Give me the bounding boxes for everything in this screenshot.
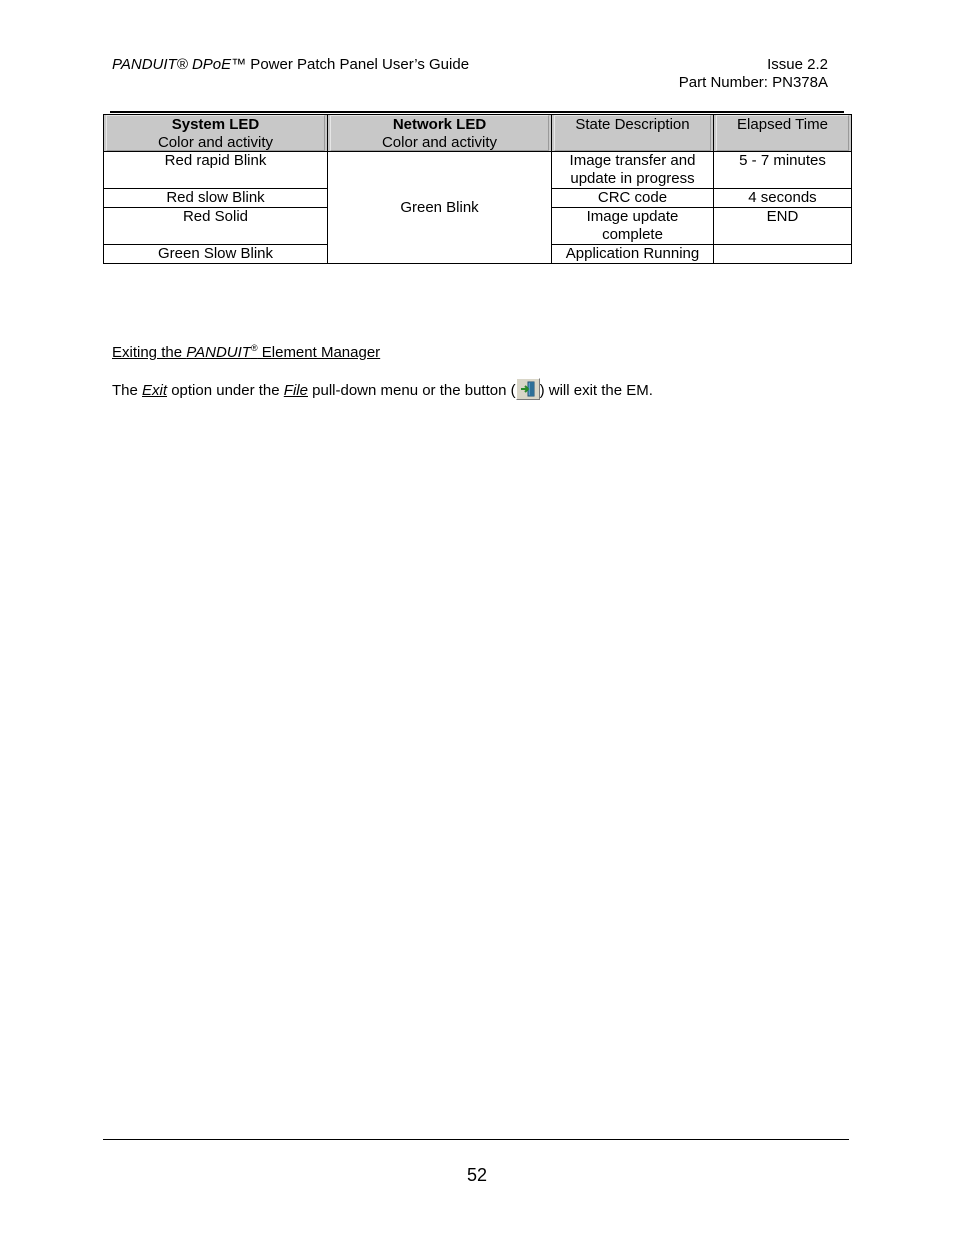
header-rule [110, 111, 844, 113]
cell-system-led: Red slow Blink [104, 189, 328, 208]
header-state-description: State Description [552, 115, 714, 152]
header-info [679, 56, 828, 92]
cell-state: CRC code [552, 189, 714, 208]
cell-system-led: Red rapid Blink [104, 152, 328, 189]
page-number: 52 [466, 1165, 488, 1185]
header-elapsed-time: Elapsed Time [714, 115, 852, 152]
header-system-led: System LED Color and activity [104, 115, 328, 152]
issue-label: Issue 2.2 [767, 56, 828, 73]
exit-menu-reference: Exit [142, 382, 168, 399]
cell-state: Image update complete [552, 208, 714, 245]
cell-system-led: Green Slow Blink [104, 245, 328, 264]
part-number-label: Part Number: PN378A [678, 74, 828, 91]
cell-elapsed-time: 4 seconds [714, 189, 852, 208]
cell-state: Application Running [552, 245, 714, 264]
exit-door-icon [516, 378, 540, 400]
header-title-text: Power Patch Panel User’s Guide [246, 56, 470, 73]
header-title [112, 56, 469, 74]
header-brand: PANDUIT® DPoE™ [112, 56, 247, 73]
table-row [104, 152, 852, 189]
cell-elapsed-time [714, 245, 852, 264]
led-status-table [103, 114, 852, 264]
cell-state: Image transfer and update in progress [552, 152, 714, 189]
table-header-row [104, 115, 852, 152]
footer-rule [103, 1139, 849, 1140]
cell-elapsed-time: END [714, 208, 852, 245]
cell-network-led: Green Blink [328, 152, 552, 264]
section-heading: Exiting the PANDUIT® Element Manager [112, 343, 381, 361]
file-menu-reference: File [283, 382, 308, 399]
cell-system-led: Red Solid [104, 208, 328, 245]
cell-elapsed-time: 5 - 7 minutes [714, 152, 852, 189]
exit-paragraph: The Exit option under the File pull-down menu or the button ( ) will exit the EM. [112, 378, 653, 401]
section-brand: PANDUIT [186, 344, 251, 361]
header-network-led: Network LED Color and activity [328, 115, 552, 152]
